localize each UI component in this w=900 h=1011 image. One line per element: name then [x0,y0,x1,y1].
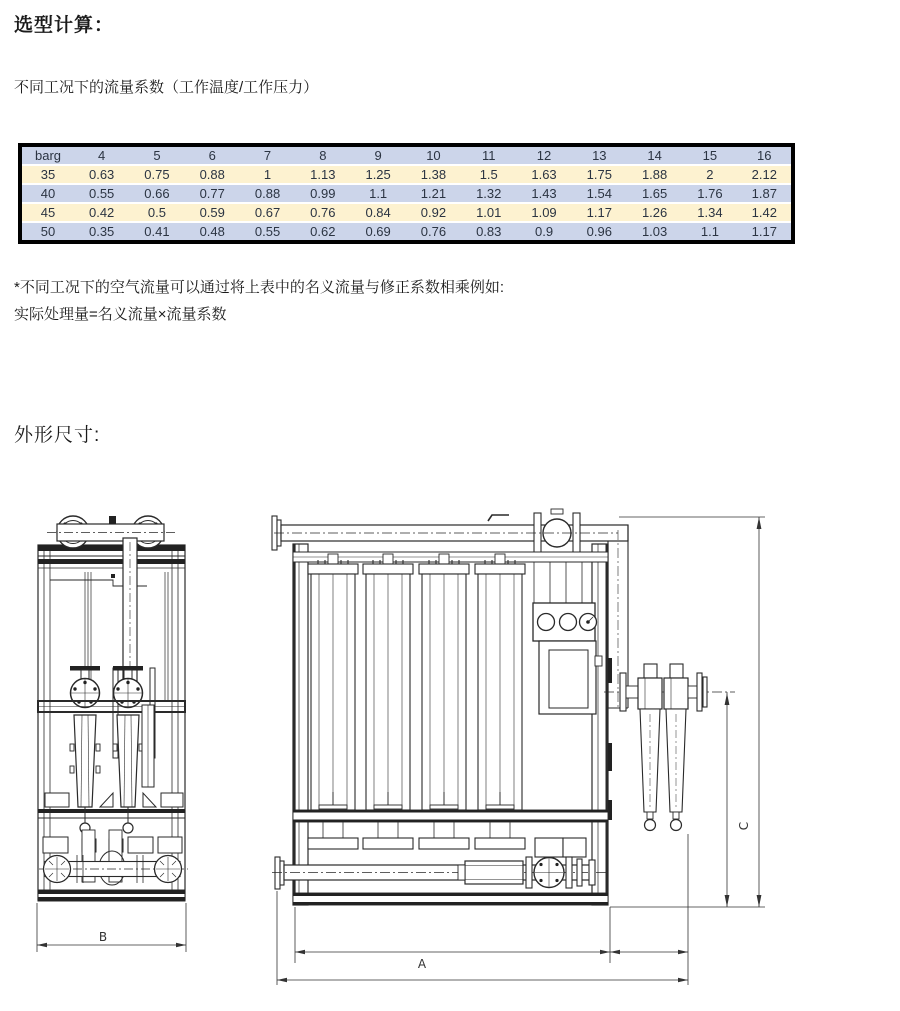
table-header-cell: 13 [592,148,607,163]
table-cell: 1.5 [479,167,498,182]
table-cell: 50 [40,224,56,239]
table-cell: 1.26 [641,205,668,220]
table-cell: 1.42 [751,205,777,220]
table-cell: 1.76 [697,186,723,201]
table-cell: 1.17 [586,205,612,220]
table-cell: 2.12 [751,167,777,182]
table-row [20,184,793,203]
table-cell: 0.55 [88,186,115,201]
air-filters [604,664,735,831]
table-cell: 1.25 [365,167,391,182]
table-cell: 45 [40,205,56,220]
table-cell: 1.1 [700,224,719,239]
table-header-cell: 5 [153,148,161,163]
table-row [20,203,793,222]
table-cell: 1.38 [420,167,447,182]
table-cell: 1.09 [531,205,557,220]
table-cell: 0.55 [254,224,281,239]
table-cell: 0.35 [88,224,115,239]
table-cell: 1.75 [586,167,612,182]
note-line-1: *不同工况下的空气流量可以通过将上表中的名义流量与修正系数相乘例如: [14,279,505,296]
table-cell: 0.92 [420,205,447,220]
table-cell: 0.59 [199,205,225,220]
page-title: 选型计算： [14,15,115,36]
table-header-cell: 8 [319,148,327,163]
table-cell: 1.88 [641,167,668,182]
table-header-cell: 11 [481,148,496,163]
table-cell: 0.77 [199,186,225,201]
dim-label-a: A [417,957,427,971]
table-cell: 0.62 [310,224,336,239]
table-header-cell: 15 [702,148,718,163]
table-cell: 1 [263,167,272,182]
table-cell: 1.87 [751,186,777,201]
intro-text: 不同工况下的流量系数（工作温度/工作压力） [14,79,319,96]
table-header-cell: 6 [208,148,216,163]
table-cell: 0.69 [365,224,391,239]
table-cell: 0.76 [420,224,447,239]
table-cell: 1.1 [369,186,388,201]
table-header-cell: 10 [426,148,441,163]
table-cell: 1.01 [476,205,502,220]
front-view-drawing [262,508,772,1003]
table-cell: 0.99 [310,186,336,201]
dimensions-heading: 外形尺寸: [14,425,101,446]
control-panel [533,603,602,714]
table-cell: 0.48 [199,224,225,239]
table-cell: 1.13 [310,167,336,182]
table-cell: 0.88 [199,167,225,182]
side-width-dimension [37,903,186,952]
table-row [20,222,793,242]
dim-label-c: C [737,821,751,831]
table-cell: 0.9 [534,224,554,239]
table-cell: 1.32 [476,186,502,201]
side-view-drawing [25,500,225,970]
table-cell: 0.67 [254,205,281,220]
table-cell: 0.88 [254,186,281,201]
table-header-cell: 9 [374,148,382,163]
table-header-cell: 4 [98,148,106,163]
table-cell: 0.42 [88,205,115,220]
table-header-cell: 7 [263,148,272,163]
table-cell: 1.63 [531,167,557,182]
table-cell: 0.76 [310,205,336,220]
table-cell: 35 [40,167,56,182]
table-header-cell: barg [34,148,62,163]
table-cell: 0.41 [144,224,170,239]
table-cell: 0.66 [144,186,170,201]
flow-coefficient-table [18,143,795,244]
membrane-columns [308,554,525,849]
table-cell: 40 [40,186,56,201]
table-cell: 1.21 [420,186,447,201]
table-cell: 0.63 [88,167,115,182]
table-cell: 0.96 [586,224,612,239]
table-header-row [20,145,793,165]
table-cell: 1.65 [641,186,668,201]
table-cell: 1.43 [531,186,557,201]
table-body [20,165,793,242]
table-header-cell: 16 [757,148,772,163]
table-cell: 1.54 [586,186,612,201]
note-line-2: 实际处理量=名义流量×流量系数 [14,306,227,323]
table-cell: 0.84 [365,205,391,220]
table-header-cell: 14 [647,148,662,163]
table-header-cell: 12 [536,148,552,163]
table-cell: 1.03 [641,224,668,239]
table-cell: 0.5 [147,205,166,220]
dim-label-b: B [98,930,108,944]
side-top-manifold [47,516,177,548]
table-row [20,165,793,184]
table-cell: 0.75 [144,167,170,182]
table-cell: 0.83 [476,224,502,239]
table-cell: 2 [706,167,714,182]
table-cell: 1.34 [697,205,723,220]
table-cell: 1.17 [751,224,777,239]
